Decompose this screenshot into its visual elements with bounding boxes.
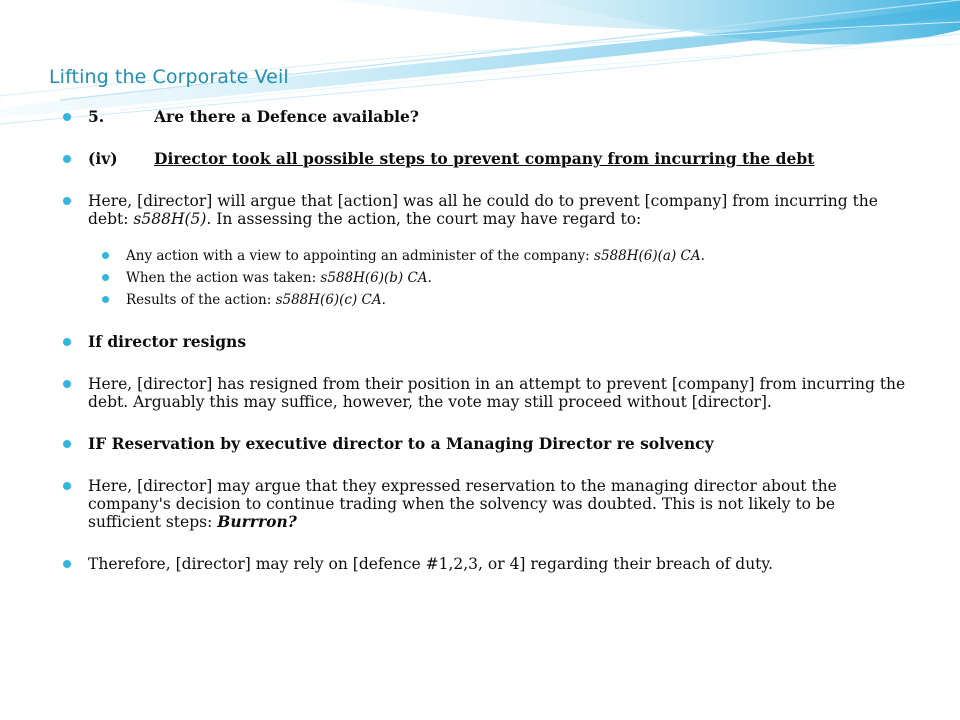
sub-bullet-results (62, 292, 912, 309)
bullet-text: Director took all possible steps to prevent company from incurring the debt (154, 149, 815, 168)
bullet-text-continued: . In assessing the action, the court may have regard to: (206, 210, 642, 228)
bullet-dot-icon (63, 440, 71, 448)
bullet-heading-resigns (62, 333, 912, 351)
bullet-conclusion (62, 555, 912, 573)
citation: s588H(6)(a) CA. (594, 248, 705, 264)
bullet-argument-reservation (62, 477, 912, 531)
bullet-text: If director resigns (88, 332, 247, 351)
bullet-dot-icon (63, 380, 71, 388)
citation: s588H(6)(b) CA. (320, 270, 432, 286)
bullet-dot-icon (63, 113, 71, 121)
bullet-dot-icon (63, 197, 71, 205)
bullet-text: When the action was taken: (126, 270, 321, 286)
citation: Burrron? (217, 512, 297, 531)
bullet-number: 5. (88, 107, 105, 126)
bullet-heading-reservation (62, 435, 912, 453)
bullet-dot-icon (102, 274, 109, 281)
citation: s588H(6)(c) CA. (275, 292, 386, 308)
bullet-text: Are there a Defence available? (154, 107, 419, 126)
bullet-dot-icon (63, 482, 71, 490)
bullet-text: Here, [director] has resigned from their position in an attempt to prevent [company] from incurring the debt. Arguably this may suffice, however, the vote may still proceed without [director]. (88, 375, 906, 411)
bullet-argument-action (62, 192, 912, 228)
bullet-text: Here, [director] may argue that they expressed reservation to the managing director about the company's decision to continue trading when the solvency was doubted. This is not likely to be sufficient steps: (88, 477, 837, 531)
bullet-number: (iv) (88, 149, 118, 168)
bullet-text: Results of the action: (126, 292, 276, 308)
bullet-question-5 (62, 108, 912, 126)
bullet-argument-resigned (62, 375, 912, 411)
slide-title: Lifting the Corporate Veil (49, 66, 289, 88)
bullet-subheading-iv (62, 150, 912, 168)
bullet-text: Therefore, [director] may rely on [defence #1,2,3, or 4] regarding their breach of duty. (88, 555, 774, 573)
bullet-dot-icon (63, 338, 71, 346)
bullet-dot-icon (102, 296, 109, 303)
citation: s588H(5) (133, 210, 207, 228)
bullet-dot-icon (63, 155, 71, 163)
bullet-dot-icon (63, 560, 71, 568)
bullet-text: Here, [director] will argue that [action] was all he could do to prevent [company] from incurring the debt: (88, 192, 878, 228)
bullet-text: Any action with a view to appointing an administer of the company: (126, 248, 595, 264)
bullet-dot-icon (102, 252, 109, 259)
sub-bullet-administrator (62, 248, 912, 265)
slide-body (62, 108, 912, 573)
bullet-text: IF Reservation by executive director to a Managing Director re solvency (88, 434, 714, 453)
sub-bullet-timing (62, 270, 912, 287)
